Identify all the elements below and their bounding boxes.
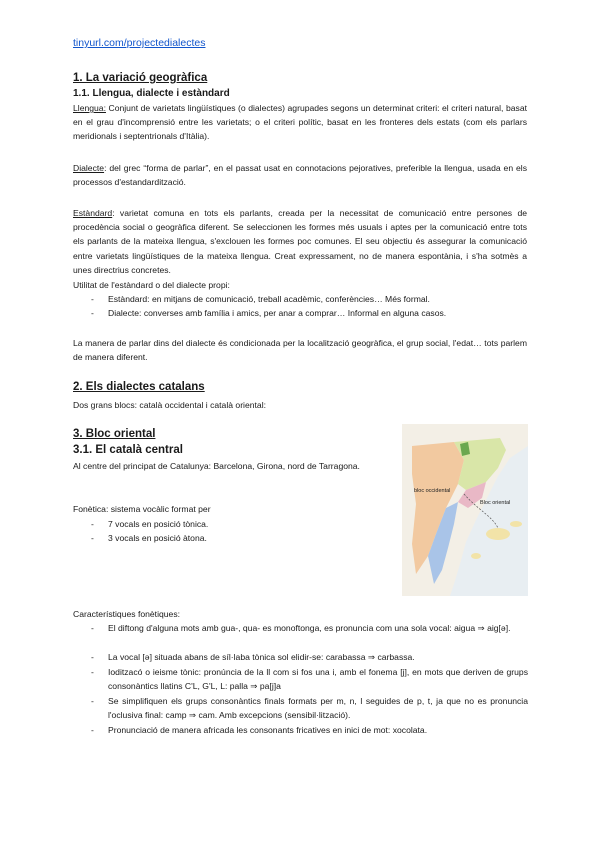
estandard-definition [73, 206, 527, 277]
subsection-title-1-1: 1.1. Llengua, dialecte i estàndard [73, 88, 230, 99]
llengua-definition [73, 101, 527, 144]
list-item-text: La vocal [ə] situada abans de síl·laba tònica sol elidir-se: carabassa ⇒ carbassa. [108, 652, 415, 662]
section-2-text: Dos grans blocs: català occidental i català oriental: [73, 400, 266, 410]
central-intro: Al centre del principat de Catalunya: Barcelona, Girona, nord de Tarragona. [73, 461, 360, 471]
dialect-map [402, 424, 528, 596]
map-label-east: Bloc oriental [480, 500, 511, 506]
list-item-text: Pronunciació de manera africada les consonants fricatives en inici de mot: xocolata. [108, 725, 428, 735]
dash-marker: - [91, 667, 94, 677]
caract-title: Característiques fonètiques: [73, 609, 181, 619]
list-item [0, 531, 400, 546]
list-item [0, 292, 600, 307]
list-item-text: Se simplifiquen els grups consonàntics finals formats per m, n, l seguides de p, t, ja que no es pronuncia l'oclusiva final: camp ⇒ cam. Amb excepcions (sensibil·lització). [108, 696, 528, 721]
section-title-3: 3. Bloc oriental [73, 428, 156, 440]
source-link[interactable]: tinyurl.com/projectedialectes [73, 37, 206, 49]
list-item [0, 517, 400, 532]
dash-marker: - [91, 652, 94, 662]
map-label-west: bloc occidental [414, 488, 451, 494]
dialecte-text: : del grec “forma de parlar”, en el passat usat en connotacions pejoratives, preferible la llengua, usada en els processos d'estandardització. [73, 163, 527, 188]
map-island-eivissa [471, 553, 481, 559]
estandard-term: Estàndard [73, 208, 113, 218]
fonetica-text: Fonètica: sistema vocàlic format per [73, 504, 211, 514]
list-item-text: Ioditzacó o ieisme tònic: pronúncia de la ll com si fos una i, amb el fonema [j], en mots que deriven de grups consonàntics llatins C'L, G'L, L: palla ⇒ pa[j]a [108, 667, 528, 692]
estandard-text: : varietat comuna en tots els parlants, creada per la necessitat de comunicació entre persones de procedència social o geogràfica diferent. Se seleccionen les formes més usuals i aptes per la comunicació entre tots els parlants de la mateixa llengua, s'exclouen les formes poc comunes. El seu objectiu és assegurar la comunicació entre varietats lingüístiques de la mateixa llengua. Creat expressament, no de manera espontània, i s'ha sotmès a unes directrius concretes. [73, 208, 527, 275]
dash-marker: - [91, 623, 94, 633]
dash-marker: - [91, 696, 94, 706]
dash-marker: - [91, 308, 94, 318]
section-title-1: 1. La variació geogràfica [73, 72, 208, 84]
llengua-term: Llengua: [73, 103, 106, 113]
subsection-title-3-1: 3.1. El català central [73, 444, 183, 456]
map-island-mallorca [486, 528, 510, 540]
list-item [0, 306, 600, 321]
map-island-menorca [510, 521, 522, 527]
list-item-text: Dialecte: converses amb família i amics, per anar a comprar… Informal en alguna casos. [108, 308, 447, 318]
list-item-text: Estàndard: en mitjans de comunicació, treball acadèmic, conferències… Més formal. [108, 294, 430, 304]
list-item-text: 7 vocals en posició tònica. [108, 519, 209, 529]
closing-paragraph: La manera de parlar dins del dialecte és condicionada per la localització geogràfica, el grup social, l'edat… tots parlem de manera diferent. [73, 338, 527, 363]
dash-marker: - [91, 725, 94, 735]
dialecte-definition [73, 161, 527, 189]
section-title-2: 2. Els dialectes catalans [73, 381, 205, 393]
dash-marker: - [91, 519, 94, 529]
dash-marker: - [91, 294, 94, 304]
dash-marker: - [91, 533, 94, 543]
list-item-text: El diftong d'alguna mots amb gua-, qua- es monoftonga, es pronuncia com una sola vocal: aigua ⇒ aig[ə]. [108, 623, 511, 633]
llengua-text: Conjunt de varietats lingüístiques (o dialectes) agrupades segons un determinat criteri: el criteri natural, basat en el grau d'incomprensió entre les varietats; o el criteri polític, basat en les fronteres dels estats (com els parlars meridionals i septentrionals d'Itàlia). [73, 103, 527, 142]
list-item-text: 3 vocals en posició àtona. [108, 533, 207, 543]
dialecte-term: Dialecte [73, 163, 105, 173]
utilitat-text: Utilitat de l'estàndard o del dialecte propi: [73, 280, 230, 290]
